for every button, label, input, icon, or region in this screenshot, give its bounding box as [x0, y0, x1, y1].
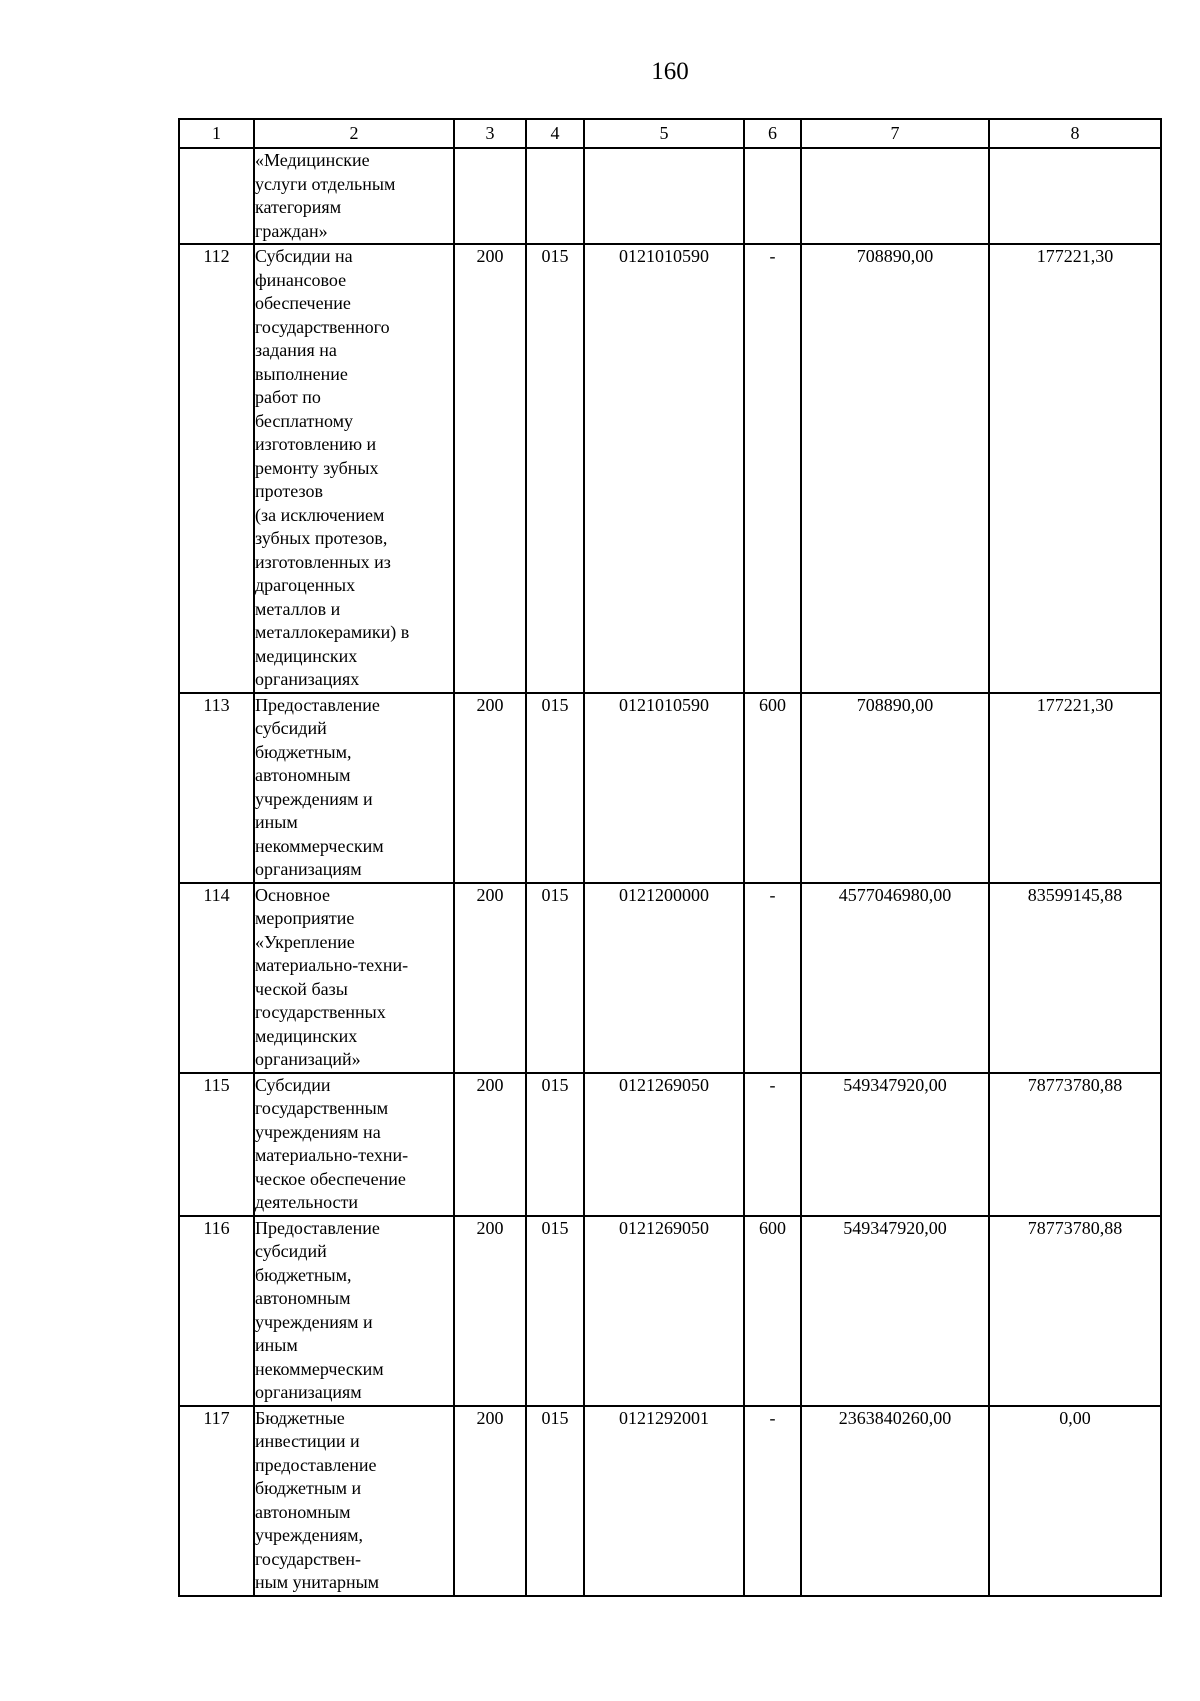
cell-col6: 600 — [744, 1216, 801, 1406]
row-number: 112 — [179, 244, 254, 693]
cell-col7: 4577046980,00 — [801, 883, 989, 1073]
table-row — [179, 1216, 1161, 1406]
cell-col8: 78773780,88 — [989, 1216, 1161, 1406]
cell-col5: 0121269050 — [584, 1073, 744, 1216]
header-cell: 6 — [744, 119, 801, 148]
cell-col4: 015 — [526, 1406, 584, 1596]
cell-col4: 015 — [526, 244, 584, 693]
cell-col4: 015 — [526, 693, 584, 883]
row-name-text: «Медицинские услуги отдельным категориям граждан» — [255, 150, 396, 241]
row-name-text: Бюджетные инвестиции и предоставление бюджетным и автономным учреждениям, государствен- ным унитарным — [255, 1407, 380, 1592]
table-row — [179, 1073, 1161, 1216]
cell-col5: 0121010590 — [584, 244, 744, 693]
header-cell: 5 — [584, 119, 744, 148]
cell-col8: 0,00 — [989, 1406, 1161, 1596]
row-name-text: Основное мероприятие «Укрепление материально-техни- ческой базы государственных медицинских организаций» — [255, 884, 409, 1069]
cell-col4 — [526, 148, 584, 244]
row-name — [254, 883, 454, 1073]
cell-col7 — [801, 148, 989, 244]
row-number: 113 — [179, 693, 254, 883]
cell-col7: 2363840260,00 — [801, 1406, 989, 1596]
cell-col4: 015 — [526, 1216, 584, 1406]
header-cell: 8 — [989, 119, 1161, 148]
cell-col6: - — [744, 883, 801, 1073]
header-cell: 4 — [526, 119, 584, 148]
row-number: 114 — [179, 883, 254, 1073]
cell-col3: 200 — [454, 1073, 526, 1216]
cell-col6: - — [744, 244, 801, 693]
row-name — [254, 1073, 454, 1216]
cell-col5: 0121269050 — [584, 1216, 744, 1406]
header-cell: 7 — [801, 119, 989, 148]
cell-col8: 177221,30 — [989, 244, 1161, 693]
row-name-text: Субсидии на финансовое обеспечение государственного задания на выполнение работ по бесплатному изготовлению и ремонту зубных протезов (за исключением зубных протезов, изготовленных из драгоценных металлов и металлокерамики) в медицинских организациях — [255, 246, 410, 689]
cell-col7: 708890,00 — [801, 244, 989, 693]
header-row — [179, 119, 1161, 148]
cell-col4: 015 — [526, 883, 584, 1073]
cell-col5 — [584, 148, 744, 244]
cell-col3: 200 — [454, 1406, 526, 1596]
header-cell: 1 — [179, 119, 254, 148]
header-cell: 3 — [454, 119, 526, 148]
cell-col3 — [454, 148, 526, 244]
cell-col8: 177221,30 — [989, 693, 1161, 883]
cell-col7: 708890,00 — [801, 693, 989, 883]
budget-table — [178, 118, 1162, 1597]
page-number: 160 — [651, 58, 689, 85]
table-row — [179, 148, 1161, 244]
table-row — [179, 693, 1161, 883]
header-cell: 2 — [254, 119, 454, 148]
row-name — [254, 148, 454, 244]
cell-col3: 200 — [454, 1216, 526, 1406]
row-number: 117 — [179, 1406, 254, 1596]
row-name — [254, 1216, 454, 1406]
cell-col4: 015 — [526, 1073, 584, 1216]
row-number: 116 — [179, 1216, 254, 1406]
table-row — [179, 1406, 1161, 1596]
cell-col6: 600 — [744, 693, 801, 883]
row-name — [254, 1406, 454, 1596]
cell-col6: - — [744, 1406, 801, 1596]
cell-col6 — [744, 148, 801, 244]
row-name-text: Предоставление субсидий бюджетным, автономным учреждениям и иным некоммерческим организациям — [255, 1217, 384, 1402]
cell-col5: 0121200000 — [584, 883, 744, 1073]
row-name-text: Субсидии государственным учреждениям на материально-техни- ческое обеспечение деятельности — [255, 1074, 409, 1212]
cell-col8 — [989, 148, 1161, 244]
table-row — [179, 244, 1161, 693]
cell-col8: 78773780,88 — [989, 1073, 1161, 1216]
table-row — [179, 883, 1161, 1073]
row-name — [254, 244, 454, 693]
cell-col7: 549347920,00 — [801, 1073, 989, 1216]
cell-col3: 200 — [454, 244, 526, 693]
cell-col8: 83599145,88 — [989, 883, 1161, 1073]
row-number: 115 — [179, 1073, 254, 1216]
cell-col5: 0121292001 — [584, 1406, 744, 1596]
cell-col3: 200 — [454, 883, 526, 1073]
row-name-text: Предоставление субсидий бюджетным, автономным учреждениям и иным некоммерческим организациям — [255, 694, 384, 879]
cell-col6: - — [744, 1073, 801, 1216]
cell-col5: 0121010590 — [584, 693, 744, 883]
row-name — [254, 693, 454, 883]
row-number — [179, 148, 254, 244]
cell-col7: 549347920,00 — [801, 1216, 989, 1406]
cell-col3: 200 — [454, 693, 526, 883]
